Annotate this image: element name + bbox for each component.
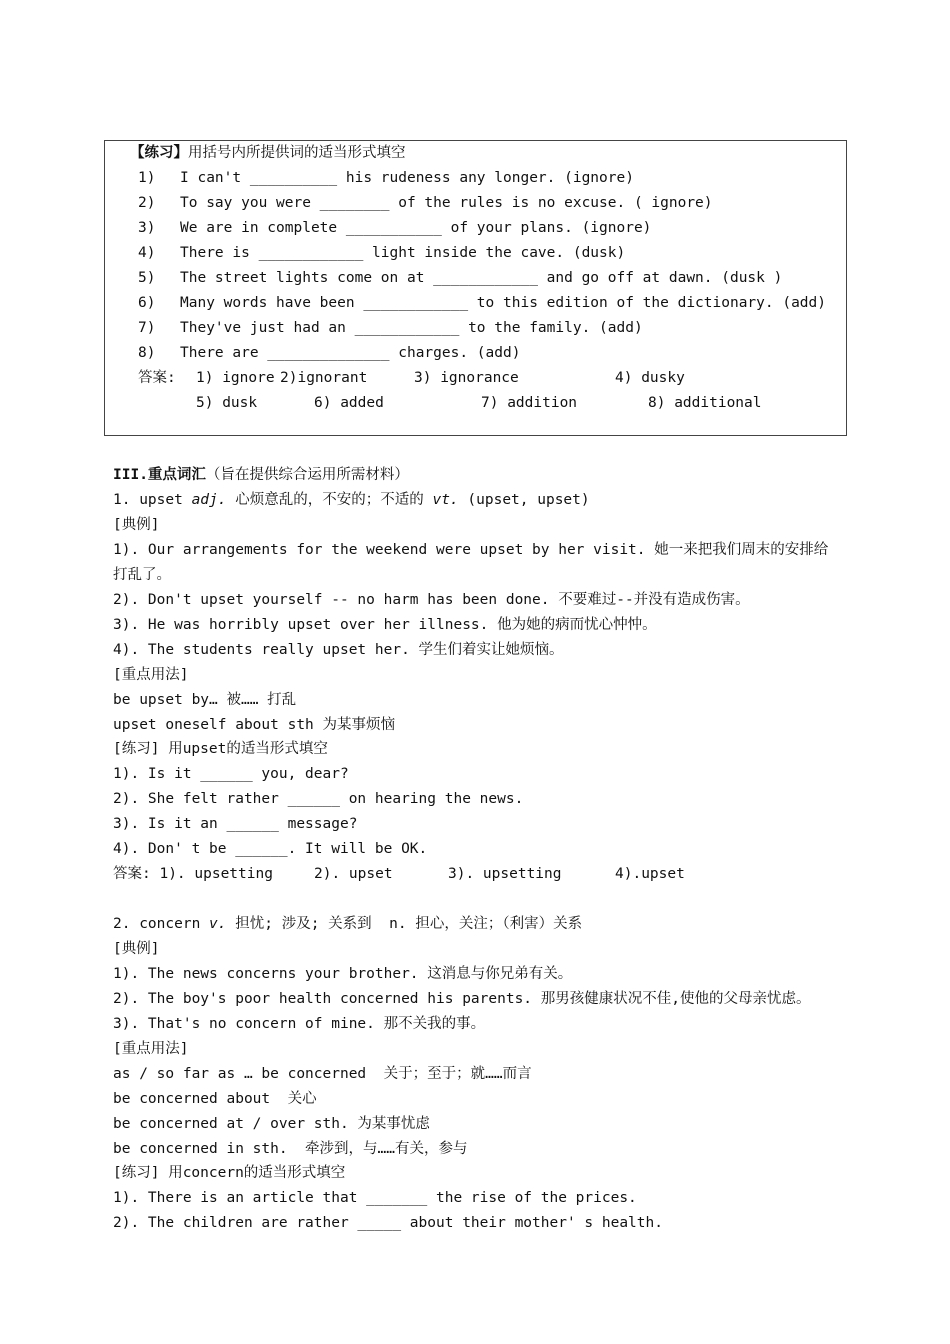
example-line: 2). The boy's poor health concerned his parents. 那男孩健康状况不佳,使他的父母亲忧虑。 (113, 991, 811, 1007)
answer-item: 2)ignorant (280, 370, 368, 386)
section-heading (113, 464, 409, 486)
part-of-speech: adj. (191, 492, 227, 508)
answer-item: 3) ignorance (414, 370, 519, 386)
answer-label: 答案: (138, 370, 176, 386)
usage-line: be concerned in sth. 牵涉到，与……有关，参与 (113, 1141, 468, 1157)
usage-line: as / so far as … be concerned 关于；至于；就……而言 (113, 1066, 532, 1082)
usage-line: upset oneself about sth 为某事烦恼 (113, 717, 396, 733)
exercise-item-num: 8) (138, 345, 156, 361)
usage-label: [重点用法] (113, 1041, 189, 1057)
usage-label: [重点用法] (113, 667, 189, 683)
usage-line: be concerned about 关心 (113, 1091, 317, 1107)
part-of-speech: n. (389, 916, 407, 932)
exercise-title (130, 142, 406, 164)
exercise-item-text: I can't __________ his rudeness any longer. (ignore) (180, 170, 634, 186)
example-line: 打乱了。 (113, 567, 171, 583)
exercise-item-num: 1) (138, 170, 156, 186)
exercise-title-bracket: 【练习】 (130, 145, 188, 161)
word-title: 2. concern (113, 916, 201, 932)
exercise-item-text: They've just had an ____________ to the family. (add) (180, 320, 643, 336)
exercise-item-num: 5) (138, 270, 156, 286)
word-entry-concern (113, 913, 582, 935)
example-line: 1). Our arrangements for the weekend were upset by her visit. 她一来把我们周末的安排给 (113, 542, 829, 558)
example-line: 4). The students really upset her. 学生们着实让她烦恼。 (113, 642, 564, 658)
practice-line: 2). The children are rather _____ about their mother' s health. (113, 1215, 663, 1231)
exercise-item-num: 3) (138, 220, 156, 236)
word-meaning: 担心，关注；（利害）关系 (415, 916, 583, 932)
practice-line: 2). She felt rather ______ on hearing the news. (113, 791, 524, 807)
practice-label: [练习] 用concern的适当形式填空 (113, 1165, 346, 1181)
examples-label: [典例] (113, 517, 160, 533)
section-note: （旨在提供综合运用所需材料） (205, 467, 409, 483)
word-meaning: 心烦意乱的，不安的；不适的 (235, 492, 424, 508)
exercise-item-num: 2) (138, 195, 156, 211)
example-line: 1). The news concerns your brother. 这消息与你兄弟有关。 (113, 966, 573, 982)
examples-label: [典例] (113, 941, 160, 957)
exercise-item-text: There are ______________ charges. (add) (180, 345, 521, 361)
answer-item: 2). upset (314, 866, 393, 882)
exercise-item-num: 7) (138, 320, 156, 336)
practice-line: 4). Don' t be ______. It will be OK. (113, 841, 428, 857)
exercise-item-num: 6) (138, 295, 156, 311)
usage-line: be upset by… 被…… 打乱 (113, 692, 297, 708)
exercise-item-text: There is ____________ light inside the cave. (dusk) (180, 245, 626, 261)
word-forms: (upset, upset) (467, 492, 590, 508)
practice-line: 3). Is it an ______ message? (113, 816, 358, 832)
part-of-speech: v. (209, 916, 227, 932)
practice-line: 1). There is an article that _______ the rise of the prices. (113, 1190, 637, 1206)
answer-item: 1) ignore (196, 370, 275, 386)
answer-item: 8) additional (648, 395, 762, 411)
part-of-speech: vt. (432, 492, 459, 508)
practice-label: [练习] 用upset的适当形式填空 (113, 741, 328, 757)
exercise-title-text: 用括号内所提供词的适当形式填空 (188, 145, 406, 161)
example-line: 2). Don't upset yourself -- no harm has been done. 不要难过--并没有造成伤害。 (113, 592, 750, 608)
exercise-item-num: 4) (138, 245, 156, 261)
exercise-item-text: To say you were ________ of the rules is no excuse. ( ignore) (180, 195, 713, 211)
exercise-item-text: The street lights come on at ____________ and go off at dawn. (dusk ) (180, 270, 783, 286)
usage-line: be concerned at / over sth. 为某事忧虑 (113, 1116, 430, 1132)
answer-item: 5) dusk (196, 395, 258, 411)
section-heading-text: III.重点词汇 (113, 467, 206, 483)
word-title: 1. upset (113, 492, 183, 508)
example-line: 3). That's no concern of mine. 那不关我的事。 (113, 1016, 486, 1032)
practice-line: 1). Is it ______ you, dear? (113, 766, 349, 782)
answer-item: 4).upset (615, 866, 685, 882)
answer-item: 3). upsetting (448, 866, 562, 882)
example-line: 3). He was horribly upset over her illness. 他为她的病而忧心忡忡。 (113, 617, 657, 633)
answer-item: 7) addition (481, 395, 578, 411)
answer-item: 6) added (314, 395, 384, 411)
answer-line: 答案: 1). upsetting (113, 866, 273, 882)
answer-item: 4) dusky (615, 370, 685, 386)
word-meaning: 担忧; 涉及; 关系到 (235, 916, 372, 932)
exercise-item-text: Many words have been ____________ to this edition of the dictionary. (add) (180, 295, 827, 311)
word-entry-upset (113, 489, 590, 511)
exercise-item-text: We are in complete ___________ of your plans. (ignore) (180, 220, 652, 236)
